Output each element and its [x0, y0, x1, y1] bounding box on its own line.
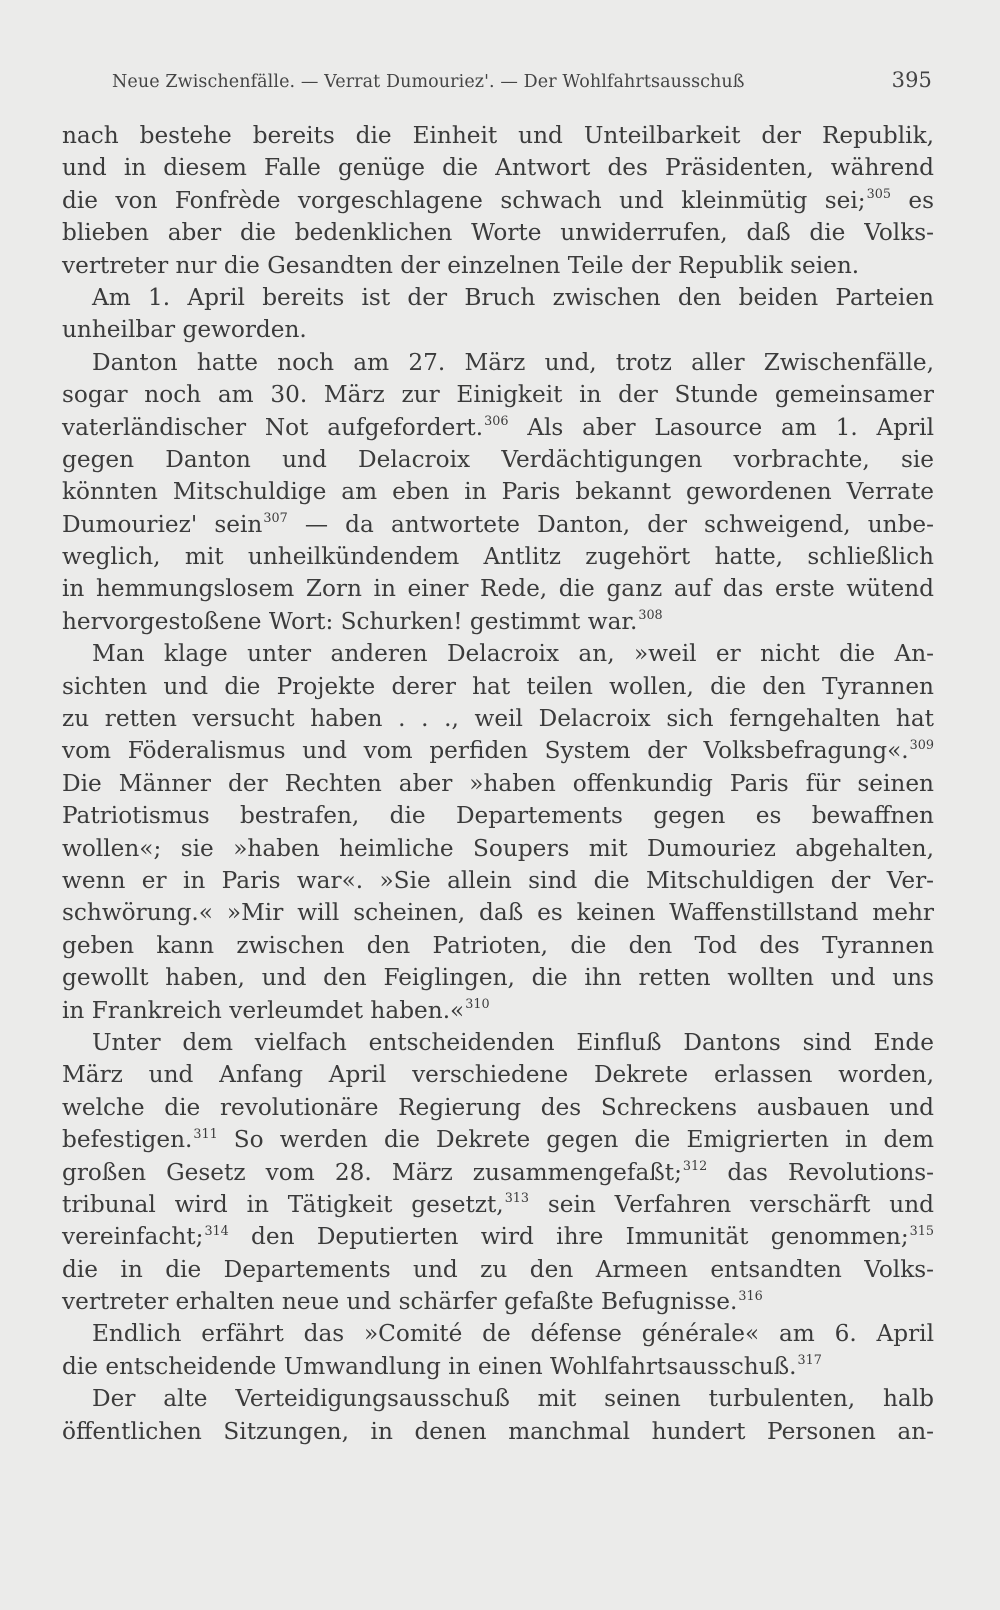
footnote-ref: 312	[682, 1158, 708, 1174]
text-line	[62, 379, 934, 411]
footnote-ref: 310	[465, 996, 490, 1012]
line-text: Die Männer der Rechten aber »haben offenkundig Paris für seinen	[62, 769, 934, 797]
footnote-ref: 317	[797, 1353, 822, 1369]
line-text: Der alte Verteidigungsausschuß mit seinen turbulenten, halb	[92, 1385, 934, 1413]
line-text: Am 1. April bereits ist der Bruch zwischen den beiden Parteien	[92, 283, 934, 311]
line-text: So werden die Dekrete gegen die Emigrierten in dem	[217, 1126, 934, 1154]
text-line	[62, 185, 934, 217]
text-line	[62, 152, 934, 184]
line-text: Als aber Lasource am 1. April	[508, 413, 934, 441]
running-head: Neue Zwischenfälle. — Verrat Dumouriez'. — Der Wohlfahrtsausschuß	[112, 72, 745, 92]
text-line	[62, 735, 934, 767]
line-text: Danton hatte noch am 27. März und, trotz aller Zwischenfälle,	[92, 348, 934, 376]
line-text: wollen«; sie »haben heimliche Soupers mit Dumouriez abgehalten,	[62, 834, 934, 862]
line-text: vertreter nur die Gesandten der einzelnen Teile der Republik seien.	[62, 251, 860, 279]
footnote-ref: 306	[484, 413, 509, 429]
line-text: die entscheidende Umwandlung in einen Wohlfahrtsausschuß.	[62, 1352, 797, 1380]
line-text: vereinfacht;	[62, 1223, 204, 1251]
line-text: schwörung.« »Mir will scheinen, daß es keinen Waffenstillstand mehr	[62, 899, 934, 927]
text-line	[62, 1416, 934, 1448]
page-header	[112, 68, 932, 94]
line-text: zu retten versucht haben . . ., weil Delacroix sich ferngehalten hat	[62, 705, 934, 733]
line-text: könnten Mitschuldige am eben in Paris bekannt gewordenen Verrate	[62, 478, 934, 506]
text-line	[62, 865, 934, 897]
text-line	[62, 1027, 934, 1059]
line-text: nach bestehe bereits die Einheit und Unteilbarkeit der Republik,	[62, 122, 934, 149]
text-line	[62, 962, 934, 994]
text-line	[62, 1318, 934, 1350]
line-text: geben kann zwischen den Patrioten, die den Tod des Tyrannen	[62, 931, 934, 959]
text-line	[62, 250, 934, 282]
line-text: blieben aber die bedenklichen Worte unwiderrufen, daß die Volks-	[62, 219, 934, 247]
line-text: das Revolutions-	[707, 1158, 935, 1186]
line-text: tribunal wird in Tätigkeit gesetzt,	[62, 1190, 504, 1218]
text-line	[62, 671, 934, 703]
footnote-ref: 313	[504, 1191, 530, 1207]
text-line	[62, 768, 934, 800]
text-line	[62, 703, 934, 735]
line-text: es	[890, 186, 934, 214]
text-line	[62, 995, 934, 1027]
line-text: weglich, mit unheilkündendem Antlitz zugehört hatte, schließlich	[62, 543, 934, 571]
line-text: Patriotismus bestrafen, die Departements gegen es bewaffnen	[62, 802, 934, 830]
text-line	[62, 833, 934, 865]
footnote-ref: 307	[263, 511, 288, 527]
line-text: vom Föderalismus und vom perfiden System der Volksbefragung«.	[62, 737, 909, 765]
line-text: öffentlichen Sitzungen, in denen manchmal hundert Personen an-	[62, 1417, 934, 1445]
text-line	[62, 541, 934, 573]
line-text: sein Verfahren verschärft und	[529, 1190, 934, 1218]
line-text: wenn er in Paris war«. »Sie allein sind die Mitschuldigen der Ver-	[62, 866, 934, 894]
text-line	[62, 1157, 934, 1189]
text-line	[62, 509, 934, 541]
line-text: den Deputierten wird ihre Immunität genommen;	[228, 1223, 909, 1251]
text-line	[62, 476, 934, 508]
text-line	[62, 1124, 934, 1156]
footnote-ref: 315	[909, 1223, 934, 1239]
text-line	[62, 412, 934, 444]
text-line	[62, 800, 934, 832]
line-text: vertreter erhalten neue und schärfer gefaßte Befugnisse.	[62, 1288, 738, 1316]
text-line	[62, 606, 934, 638]
text-line	[62, 897, 934, 929]
text-line	[62, 638, 934, 670]
text-line	[62, 930, 934, 962]
text-line	[62, 120, 934, 152]
body-text	[62, 120, 934, 1448]
text-line	[62, 1059, 934, 1091]
line-text: Endlich erfährt das »Comité de défense générale« am 6. April	[92, 1320, 934, 1348]
footnote-ref: 316	[738, 1288, 763, 1304]
text-line	[62, 282, 934, 314]
text-line	[62, 1286, 934, 1318]
text-line	[62, 217, 934, 249]
line-text: unheilbar geworden.	[62, 316, 307, 344]
footnote-ref: 308	[638, 608, 663, 624]
line-text: Dumouriez' sein	[62, 510, 263, 538]
footnote-ref: 311	[193, 1126, 218, 1142]
text-line	[62, 573, 934, 605]
line-text: März und Anfang April verschiedene Dekrete erlassen worden,	[62, 1061, 934, 1089]
text-line	[62, 347, 934, 379]
footnote-ref: 305	[866, 187, 891, 203]
footnote-ref: 314	[204, 1223, 229, 1239]
line-text: gewollt haben, und den Feiglingen, die ihn retten wollten und uns	[62, 964, 934, 992]
text-line	[62, 1383, 934, 1415]
line-text: hervorgestoßene Wort: Schurken! gestimmt war.	[62, 607, 638, 635]
line-text: die in die Departements und zu den Armeen entsandten Volks-	[62, 1255, 934, 1283]
line-text: die von Fonfrède vorgeschlagene schwach und kleinmütig sei;	[62, 186, 866, 214]
line-text: vaterländischer Not aufgefordert.	[62, 413, 484, 441]
text-line	[62, 444, 934, 476]
line-text: gegen Danton und Delacroix Verdächtigungen vorbrachte, sie	[62, 445, 934, 473]
line-text: Unter dem vielfach entscheidenden Einfluß Dantons sind Ende	[92, 1028, 934, 1056]
line-text: welche die revolutionäre Regierung des Schreckens ausbauen und	[62, 1093, 934, 1121]
line-text: großen Gesetz vom 28. März zusammengefaßt;	[62, 1158, 682, 1186]
line-text: und in diesem Falle genüge die Antwort des Präsidenten, während	[62, 154, 934, 182]
line-text: in Frankreich verleumdet haben.«	[62, 996, 465, 1024]
text-line	[62, 1221, 934, 1253]
text-line	[62, 1092, 934, 1124]
line-text: sichten und die Projekte derer hat teilen wollen, die den Tyrannen	[62, 672, 934, 700]
text-line	[62, 314, 934, 346]
line-text: — da antwortete Danton, der schweigend, unbe-	[287, 510, 934, 538]
text-line	[62, 1189, 934, 1221]
line-text: befestigen.	[62, 1126, 193, 1154]
footnote-ref: 309	[909, 737, 934, 753]
line-text: sogar noch am 30. März zur Einigkeit in der Stunde gemeinsamer	[62, 381, 934, 409]
line-text: in hemmungslosem Zorn in einer Rede, die ganz auf das erste wütend	[62, 575, 934, 603]
line-text: Man klage unter anderen Delacroix an, »weil er nicht die An-	[92, 640, 934, 668]
text-line	[62, 1351, 934, 1383]
text-line	[62, 1254, 934, 1286]
page-number: 395	[891, 68, 932, 92]
